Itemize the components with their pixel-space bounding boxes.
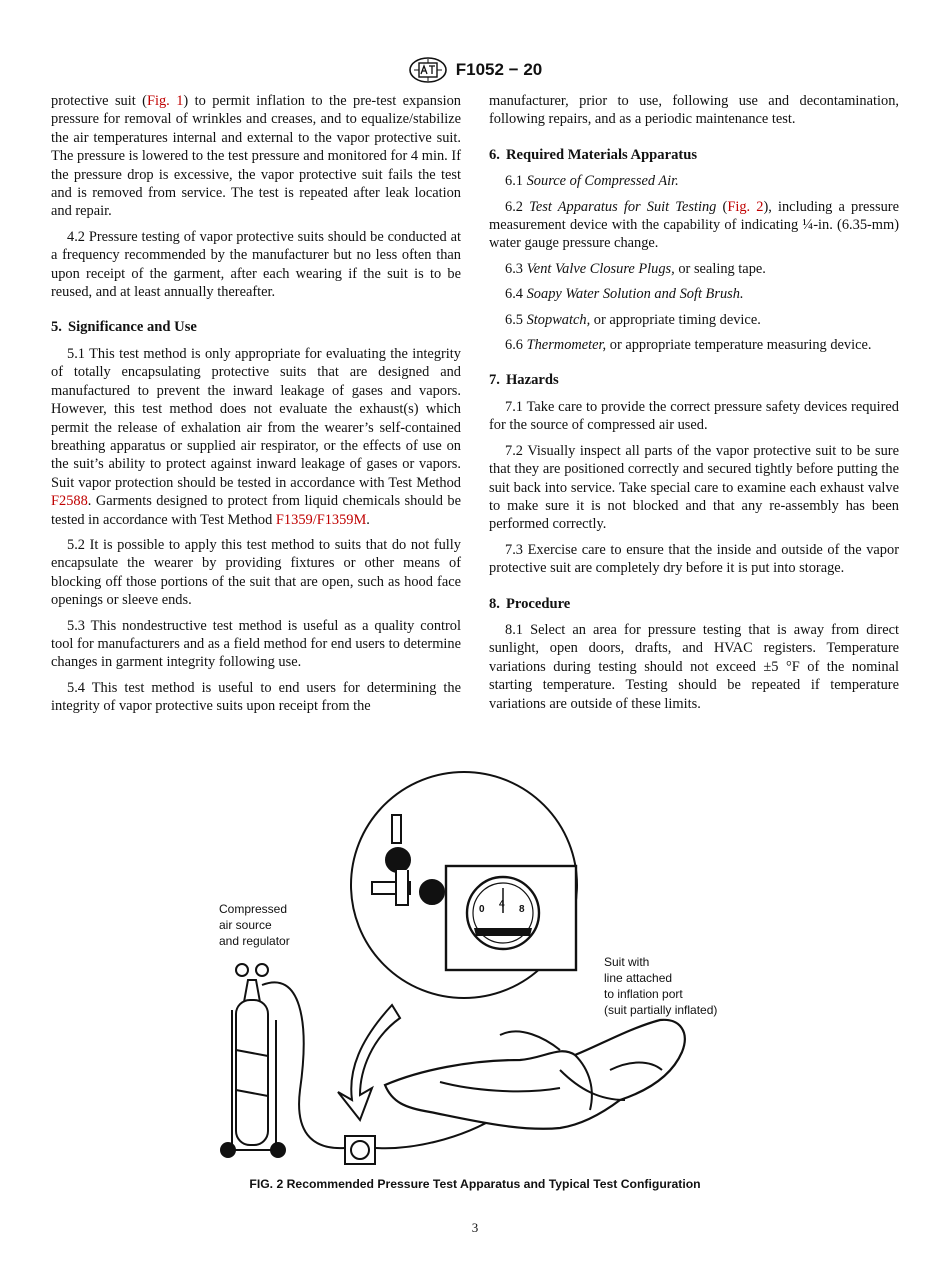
paragraph-4-2: 4.2 Pressure testing of vapor protective suits should be conducted at a frequency recommended by the manufacturer but no less often than upon receipt of the garment, after each wearing if the suit is to be reused, and at least annually thereafter. [51, 228, 461, 301]
paragraph-5-2: 5.2 It is possible to apply this test method to suits that do not fully encapsulate the wearer by providing fixtures or other means of blocking off those portions of the suit that are open, such as hood face openings or sleeve ends. [51, 536, 461, 609]
paragraph-6-4: 6.4 Soapy Water Solution and Soft Brush. [505, 286, 744, 303]
paragraph-5-1: 5.1 This test method is only appropriate for evaluating the integrity of totally encapsulating protective suits that are designed and manufactured to prevent the inward leakage of gases and vapors. However, this test method does not evaluate the exhaust(s) which permit the release of exhalation air from the wearer’s self-contained breathing apparatus or supplied air respirator, or the effects of use on the suit’s ability to protect against inward leakage of gases or vapors. Suit vapor protection should be tested in accordance with Test Method F2588. Garments designed to protect from liquid chemicals should be tested in accordance with Test Method F1359/F1359M. [51, 345, 461, 528]
gauge-tick-0: 0 [479, 904, 485, 915]
figure-2-illustration [0, 770, 950, 1170]
page-number: 3 [471, 1220, 479, 1235]
section-8-heading: 8. Procedure [489, 595, 571, 612]
air-tank [236, 1000, 268, 1145]
compressed-air-label-line-2: air source [219, 918, 272, 932]
compressed-air-label-line-3: and regulator [219, 934, 290, 948]
suit-label-line-4: (suit partially inflated) [604, 1003, 718, 1017]
paragraph-7-3: 7.3 Exercise care to ensure that the inside and outside of the vapor protective suit are completely dry before it is put into storage. [489, 541, 899, 577]
fig-2-link[interactable]: Fig. 2 [727, 198, 764, 215]
suit-label-line-1: Suit with [604, 955, 650, 969]
paragraph-7-1: 7.1 Take care to provide the correct pressure safety devices required for the source of compressed air used. [489, 398, 899, 434]
paragraph-6-3: 6.3 Vent Valve Closure Plugs, or sealing tape. [505, 260, 766, 277]
page-header [0, 56, 950, 84]
f1359-link[interactable]: F1359/F1359M [275, 511, 367, 528]
document-designation: F1052 − 20 [455, 60, 543, 79]
figure-caption: FIG. 2 Recommended Pressure Test Apparatus and Typical Test Configuration [249, 1177, 701, 1191]
paragraph-4-1-continued: protective suit (Fig. 1) to permit inflation to the pre-test expansion pressure for removal of wrinkles and creases, and to equalize/stabilize the air temperatures internal and external to the vapor protective suit. The pressure is lowered to the test pressure and monitored for 4 min. If the pressure drop is excessive, the vapor protective suit fails the test and is removed from service. The test is repeated after leak location and repair. [51, 93, 461, 220]
paragraph-5-4-continued: manufacturer, prior to use, following use and decontamination, following repairs, and as a periodic maintenance test. [489, 93, 899, 128]
suit-label-line-3: to inflation port [604, 987, 683, 1001]
astm-logo-icon [408, 56, 448, 84]
fig-1-link[interactable]: Fig. 1 [146, 93, 184, 109]
paragraph-5-3: 5.3 This nondestructive test method is useful as a quality control tool for manufacturers and as a field method for end users to determine changes in garment integrity following use. [51, 617, 461, 671]
paragraph-6-1: 6.1 Source of Compressed Air. [505, 173, 679, 190]
section-7-heading: 7. Hazards [489, 372, 559, 389]
left-column [51, 92, 461, 723]
compressed-air-label-line-1: Compressed [219, 902, 288, 916]
f2588-link[interactable]: F2588 [51, 493, 88, 510]
section-5-heading: 5. Significance and Use [51, 319, 197, 336]
paragraph-5-4: 5.4 This test method is useful to end users for determining the integrity of vapor protective suits upon receipt from the [51, 679, 461, 715]
right-column [489, 92, 899, 720]
paragraph-6-2: 6.2 Test Apparatus for Suit Testing (Fig. 2), including a pressure measurement device with the capability of indicating ¼-in. (6.35-mm) water gauge pressure change. [489, 198, 899, 252]
section-6-heading: 6. Required Materials Apparatus [489, 146, 698, 163]
paragraph-8-1: 8.1 Select an area for pressure testing that is away from direct sunlight, open doors, drafts, and HVAC registers. Temperature variations during testing should not exceed ±5 °F of the nominal starting temperature. Testing should be repeated if temperature variations are outside of these limits. [489, 621, 899, 712]
suit-label-line-2: line attached [604, 971, 673, 985]
paragraph-6-5: 6.5 Stopwatch, or appropriate timing device. [505, 311, 761, 328]
paragraph-6-6: 6.6 Thermometer, or appropriate temperature measuring device. [505, 337, 872, 354]
gauge-tick-8: 8 [519, 904, 525, 915]
paragraph-7-2: 7.2 Visually inspect all parts of the vapor protective suit to be sure that they are positioned correctly and secured tightly before putting the suit back into service. Take special care to examine each exhaust valve to make sure it is not blocked and that any re-assembly has been performed correctly. [489, 442, 899, 533]
gauge-tick-4: 4 [499, 899, 505, 910]
curved-arrow-icon [338, 1005, 400, 1120]
